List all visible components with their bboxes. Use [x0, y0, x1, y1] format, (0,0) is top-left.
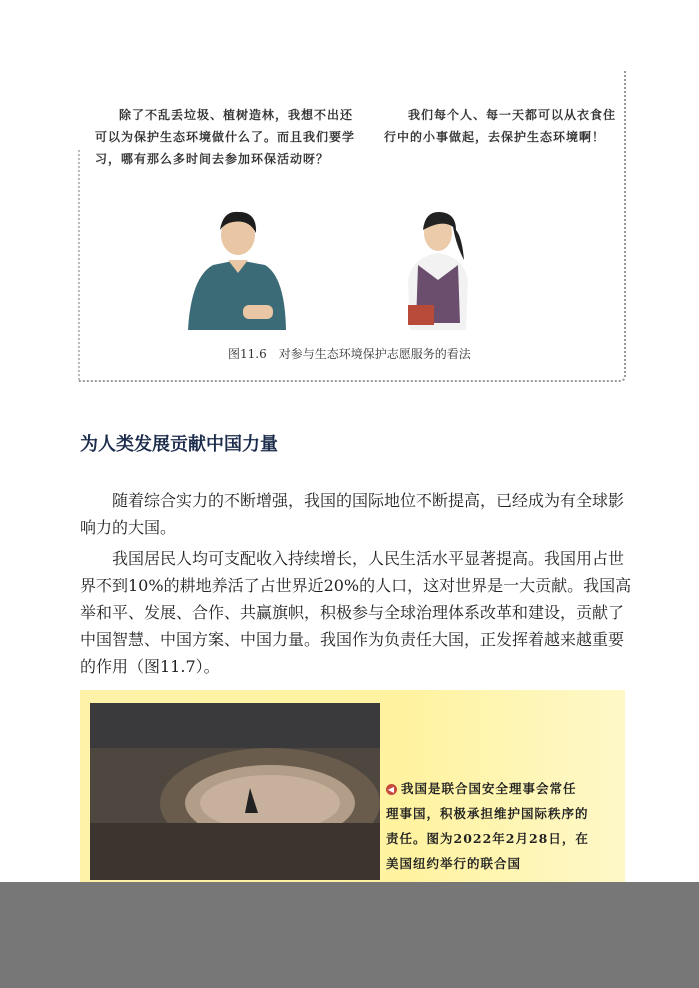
paragraph-line: 随着综合实力的不断增强，我国的国际地位不断提高，已经成为有全球影	[112, 491, 625, 510]
note-line: 美国纽约举行的联合国	[386, 856, 522, 871]
speech-line: 除了不乱丢垃圾、植树造林，我想不出还	[119, 108, 354, 122]
speech-line: 行中的小事做起，去保护生态环境啊！	[384, 130, 606, 144]
boy-illustration	[183, 205, 293, 335]
paragraph-line: 界不到10%的耕地养活了占世界近20%的人口，这对世界是一大贡献。我国高	[80, 576, 632, 595]
speech-girl	[384, 104, 624, 148]
paragraph-line: 我国居民人均可支配收入持续增长，人民生活水平显著提高。我国用占世	[112, 549, 625, 568]
note-line: 理事国，积极承担维护国际秩序的	[386, 806, 589, 821]
speech-line: 我们每个人、每一天都可以从衣食住	[408, 108, 617, 122]
figure-11-7-note	[386, 776, 622, 876]
figure-frame-edge	[78, 150, 82, 380]
note-line: 我国是联合国安全理事会常任	[401, 781, 577, 796]
paragraph-line: 举和平、发展、合作、共赢旗帜，积极参与全球治理体系改革和建设，贡献了	[80, 603, 625, 622]
body-text	[80, 487, 632, 680]
speech-line: 可以为保护生态环境做什么了。而且我们要学	[95, 130, 356, 144]
un-security-council-photo	[90, 703, 380, 880]
speech-line: 习，哪有那么多时间去参加环保活动呀？	[95, 152, 330, 166]
arrow-left-icon: ◀	[387, 784, 396, 794]
redaction-bar	[0, 882, 699, 988]
paragraph-line: 中国智慧、中国方案、中国力量。我国作为负责任大国，正发挥着越来越重要	[80, 630, 625, 649]
speech-boy	[95, 104, 355, 170]
figure-caption: 图11.6 对参与生态环境保护志愿服务的看法	[228, 347, 471, 361]
paragraph-line: 的作用（图11.7）。	[80, 657, 220, 676]
paragraph-line: 响力的大国。	[80, 518, 177, 537]
note-line: 责任。图为2022年2月28日，在	[386, 831, 589, 846]
section-heading: 为人类发展贡献中国力量	[80, 434, 278, 455]
girl-illustration	[398, 205, 478, 335]
